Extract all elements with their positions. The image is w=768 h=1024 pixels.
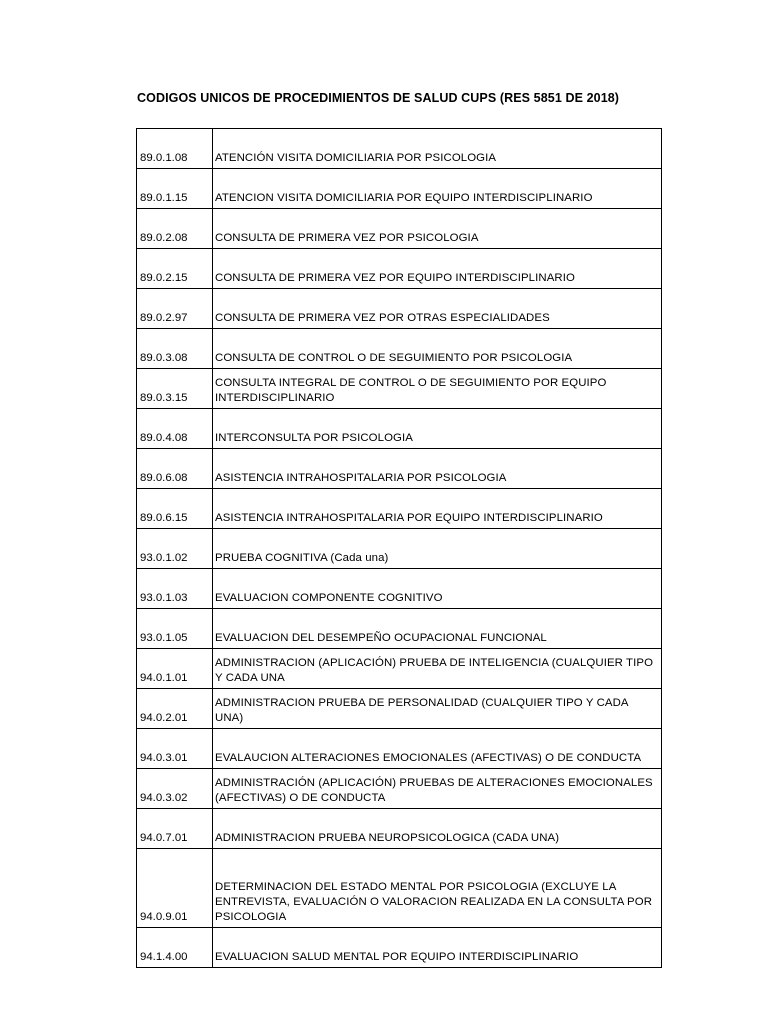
- procedure-code: 89.0.3.08: [137, 329, 213, 369]
- procedure-description: ASISTENCIA INTRAHOSPITALARIA POR PSICOLOGIA: [213, 449, 662, 489]
- procedure-code: 89.0.1.15: [137, 169, 213, 209]
- table-row: [137, 569, 662, 609]
- table-row: [137, 689, 662, 729]
- table-row: [137, 169, 662, 209]
- procedure-code: 93.0.1.02: [137, 529, 213, 569]
- procedure-code: 89.0.1.08: [137, 129, 213, 169]
- table-row: [137, 449, 662, 489]
- table-row: [137, 809, 662, 849]
- procedure-description: ADMINISTRACION PRUEBA DE PERSONALIDAD (CUALQUIER TIPO Y CADA UNA): [213, 689, 662, 729]
- document-title: CODIGOS UNICOS DE PROCEDIMIENTOS DE SALUD CUPS (RES 5851 DE 2018): [137, 91, 620, 105]
- procedure-description: EVALUACION COMPONENTE COGNITIVO: [213, 569, 662, 609]
- procedure-description: ADMINISTRACION PRUEBA NEUROPSICOLOGICA (CADA UNA): [213, 809, 662, 849]
- table-row: [137, 769, 662, 809]
- procedure-code: 89.0.3.15: [137, 369, 213, 409]
- procedure-description: ATENCION VISITA DOMICILIARIA POR EQUIPO INTERDISCIPLINARIO: [213, 169, 662, 209]
- procedure-description: ADMINISTRACION (APLICACIÓN) PRUEBA DE INTELIGENCIA (CUALQUIER TIPO Y CADA UNA: [213, 649, 662, 689]
- procedure-description: ATENCIÓN VISITA DOMICILIARIA POR PSICOLOGIA: [213, 129, 662, 169]
- table-row: [137, 369, 662, 409]
- table-row: [137, 609, 662, 649]
- procedure-description: INTERCONSULTA POR PSICOLOGIA: [213, 409, 662, 449]
- procedure-description: CONSULTA INTEGRAL DE CONTROL O DE SEGUIMIENTO POR EQUIPO INTERDISCIPLINARIO: [213, 369, 662, 409]
- procedure-code: 94.0.1.01: [137, 649, 213, 689]
- procedure-code: 89.0.2.15: [137, 249, 213, 289]
- procedure-description: ASISTENCIA INTRAHOSPITALARIA POR EQUIPO INTERDISCIPLINARIO: [213, 489, 662, 529]
- procedure-code: 93.0.1.05: [137, 609, 213, 649]
- procedure-code: 94.0.3.01: [137, 729, 213, 769]
- procedure-description: CONSULTA DE PRIMERA VEZ POR OTRAS ESPECIALIDADES: [213, 289, 662, 329]
- procedure-description: DETERMINACION DEL ESTADO MENTAL POR PSICOLOGIA (EXCLUYE LA ENTREVISTA, EVALUACIÓN O VALORACION REALIZADA EN LA CONSULTA POR PSICOLOGIA: [213, 849, 662, 928]
- procedure-code: 89.0.2.08: [137, 209, 213, 249]
- table-row: [137, 329, 662, 369]
- procedure-code: 94.0.3.02: [137, 769, 213, 809]
- table-row: [137, 649, 662, 689]
- table-row: [137, 289, 662, 329]
- procedure-code: 93.0.1.03: [137, 569, 213, 609]
- table-row: [137, 849, 662, 928]
- procedure-description: EVALAUCION ALTERACIONES EMOCIONALES (AFECTIVAS) O DE CONDUCTA: [213, 729, 662, 769]
- table-row: [137, 529, 662, 569]
- procedure-description: CONSULTA DE PRIMERA VEZ POR PSICOLOGIA: [213, 209, 662, 249]
- procedure-code: 94.1.4.00: [137, 928, 213, 968]
- procedure-code: 89.0.6.08: [137, 449, 213, 489]
- procedure-code: 94.0.2.01: [137, 689, 213, 729]
- procedure-description: CONSULTA DE PRIMERA VEZ POR EQUIPO INTERDISCIPLINARIO: [213, 249, 662, 289]
- table-row: [137, 489, 662, 529]
- table-row: [137, 129, 662, 169]
- procedure-code: 89.0.4.08: [137, 409, 213, 449]
- table-row: [137, 928, 662, 968]
- procedure-description: EVALUACION SALUD MENTAL POR EQUIPO INTERDISCIPLINARIO: [213, 928, 662, 968]
- table-row: [137, 209, 662, 249]
- table-row: [137, 729, 662, 769]
- procedure-description: ADMINISTRACIÓN (APLICACIÓN) PRUEBAS DE ALTERACIONES EMOCIONALES (AFECTIVAS) O DE CONDUCTA: [213, 769, 662, 809]
- procedure-description: PRUEBA COGNITIVA (Cada una): [213, 529, 662, 569]
- procedure-description: CONSULTA DE CONTROL O DE SEGUIMIENTO POR PSICOLOGIA: [213, 329, 662, 369]
- procedure-code: 89.0.6.15: [137, 489, 213, 529]
- procedure-description: EVALUACION DEL DESEMPEÑO OCUPACIONAL FUNCIONAL: [213, 609, 662, 649]
- procedure-code: 94.0.9.01: [137, 849, 213, 928]
- cups-table: [136, 128, 662, 968]
- table-row: [137, 249, 662, 289]
- procedure-code: 94.0.7.01: [137, 809, 213, 849]
- table-row: [137, 409, 662, 449]
- procedure-code: 89.0.2.97: [137, 289, 213, 329]
